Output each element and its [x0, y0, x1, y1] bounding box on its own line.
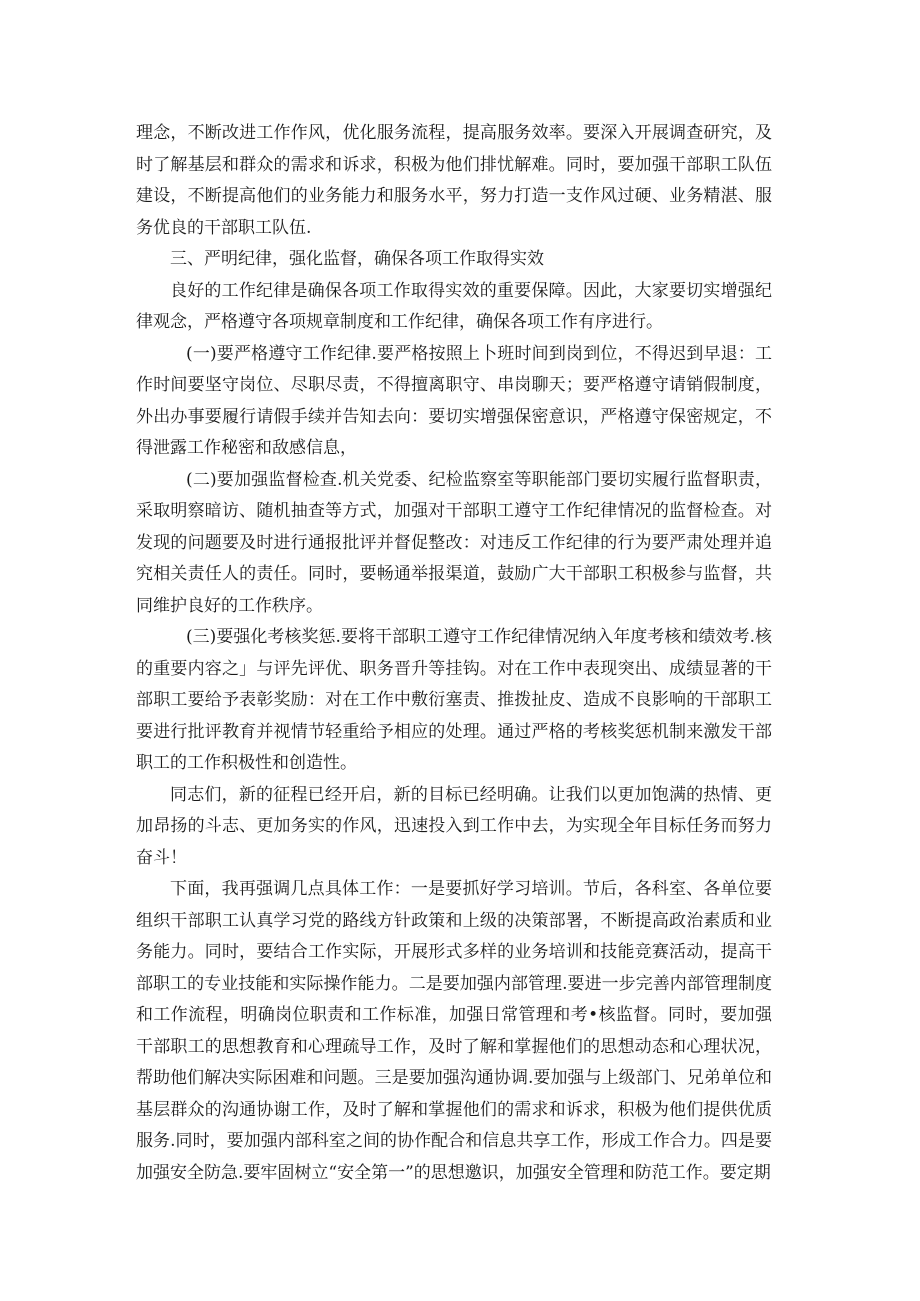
sub-item-2: (二)要加强监督检查.机关党委、纪检监察室等职能部门要切实履行监督职责，采取明察暗访、随机抽查等方式，加强对干部职工遵守工作纪律情况的监督检查。对发现的问题要及时进行通报批评并督促整改：对违反工作纪律的行为要严肃处理并追究相关责任人的责任。同时，要畅通举报渠道，鼓励广大干部职工积极参与监督，共同维护良好的工作秩序。 — [136, 469, 772, 616]
sub-item-1: (一)要严格遵守工作纪律.要严格按照上卜班时间到岗到位，不得迟到早退：工作时间要坚守岗位、尽职尽责，不得擅离职守、串岗聊天；要严格遵守请销假制度，外出办事要履行请假手续并告知去向：要切实增强保密意识，严格遵守保密规定，不得泄露工作秘密和敌感信息， — [136, 343, 772, 458]
paragraph: 同志们，新的征程已经开启，新的目标已经明确。让我们以更加饱满的热情、更加昂扬的斗志、更加务实的作风，迅速投入到工作中去，为实现全年目标任务而努力奋斗！ — [136, 784, 772, 868]
sub-item-3: (三)要强化考核奖惩.要将干部职工遵守工作纪律情况纳入年度考核和绩效考.核的重要内容之」与评先评优、职务晋升等挂钩。对在工作中表现突出、成绩显著的干部职工要给予表彰奖励：对在工作中敷衍塞责、推拨扯皮、造成不良影响的干部职工要进行批评教育并视情节轻重给予相应的处理。通过严格的考核奖惩机制来激发干部职工的工作积极性和创造性。 — [136, 627, 772, 773]
paragraph-continuation: 理念，不断改进工作作风，优化服务流程，提高服务效率。要深入开展调查研究，及时了解基层和群众的需求和诉求，积极为他们排忧解难。同时，要加强干部职工队伍建设，不断提高他们的业务能力和服务水平，努力打造一支作风过硬、业务精湛、服务优良的干部职工队伍. — [136, 123, 772, 238]
paragraph: 下面，我再强调几点具体工作：一是要抓好学习培训。节后，各科室、各单位要组织干部职工认真学习党的路线方针政策和上级的决策部署，不断提高政治素质和业务能力。同时，要结合工作实际，开展形式多样的业务培训和技能竞赛活动，提高干部职工的专业技能和实际操作能力。二是要加强内部管理.要进一步完善内部管理制度和工作流程，明确岗位职责和工作标准，加强日常管理和考•核监督。同时，要加强干部职工的思想教育和心理疏导工作，及时了解和掌握他们的思想动态和心理状况，帮助他们解决实际困难和问题。三是要加强沟通协调.要加强与上级部门、兄弟单位和基层群众的沟通协谢工作，及时了解和掌握他们的需求和诉求，积极为他们提供优质服务.同时，要加强内部科室之间的协作配合和信息共享工作，形成工作合力。四是要加强安全防急.要牢固树立“安全第一”的思想邀识，加强安全管理和防范工作。要定期 — [136, 879, 772, 1183]
paragraph: 良好的工作纪律是确保各项工作取得实效的重要保障。因此，大家要切实增强纪律观念，严格遵守各项规章制度和工作纪律，确保各项工作有序进行。 — [136, 280, 772, 332]
section-heading: 三、严明纪律，强化监督，确保各项工作取得实效 — [170, 249, 544, 269]
document-body — [136, 118, 772, 1189]
